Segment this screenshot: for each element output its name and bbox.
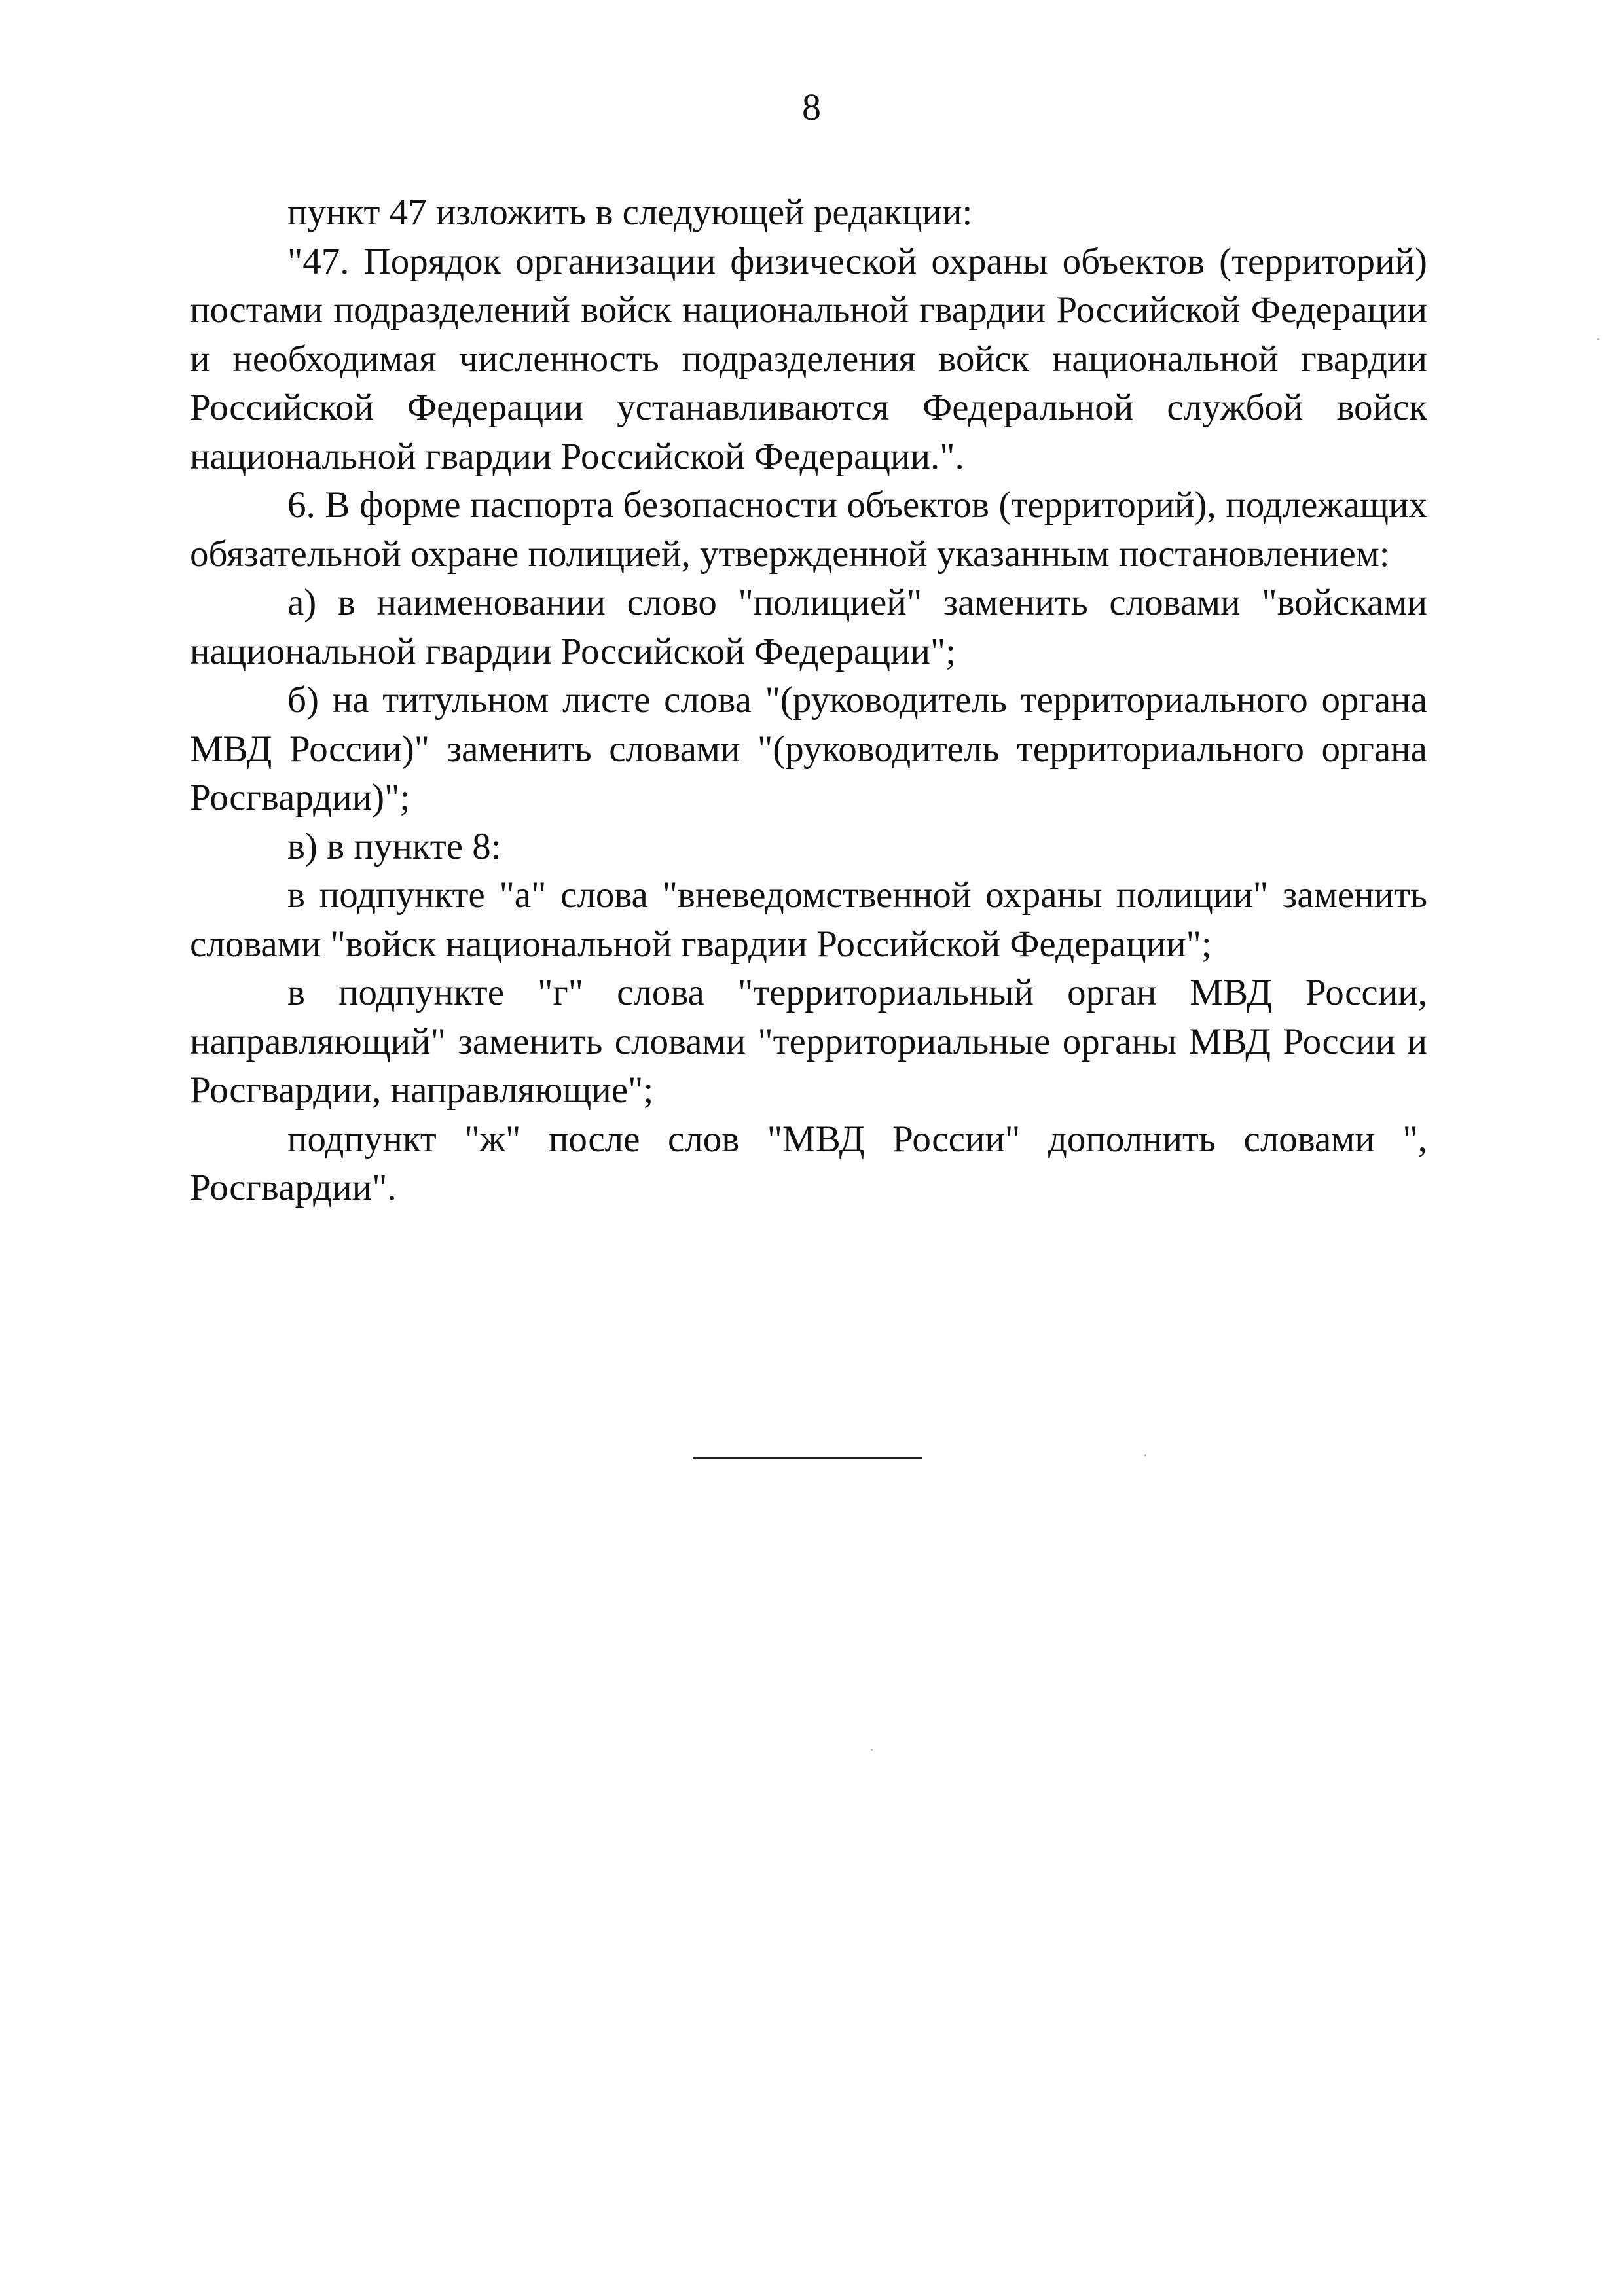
end-divider-line xyxy=(693,1457,922,1459)
paragraph-clause-47-intro: пункт 47 изложить в следующей редакции: xyxy=(287,192,973,233)
paragraph-subitem-g: в подпункте "г" слова "территориальный орган МВД России, направляющий" заменить словами "территориальные органы МВД России и Росгвардии, направляющие"; xyxy=(190,972,1427,1111)
paragraph-subitem-zh: подпункт "ж" после слов "МВД России" дополнить словами ", Росгвардии". xyxy=(190,1118,1427,1208)
scan-speck xyxy=(1144,1454,1146,1456)
paragraph-item-6v: в) в пункте 8: xyxy=(287,825,501,867)
scan-speck xyxy=(1597,338,1599,340)
paragraph-subitem-a: в подпункте "а" слова "вневедомственной охраны полиции" заменить словами "войск национальной гвардии Российской Федерации"; xyxy=(190,874,1427,965)
scan-speck xyxy=(871,1749,873,1751)
paragraph-item-6: 6. В форме паспорта безопасности объектов (территорий), подлежащих обязательной охране полицией, утвержденной указанным постановлением: xyxy=(190,484,1427,575)
page-number: 8 xyxy=(802,86,821,128)
document-body xyxy=(190,188,1427,1213)
paragraph-item-6a: а) в наименовании слово "полицией" заменить словами "войсками национальной гвардии Российской Федерации"; xyxy=(190,582,1427,672)
paragraph-clause-47-text: "47. Порядок организации физической охраны объектов (территорий) постами подразделений войск национальной гвардии Российской Федерации и необходимая численность подразделения войск национальной гвардии Российской Федерации устанавливаются Федеральной службой войск национальной гвардии Российской Федерации.". xyxy=(190,240,1427,477)
paragraph-item-6b: б) на титульном листе слова "(руководитель территориального органа МВД России)" заменить словами "(руководитель территориального органа Росгвардии)"; xyxy=(190,679,1427,818)
